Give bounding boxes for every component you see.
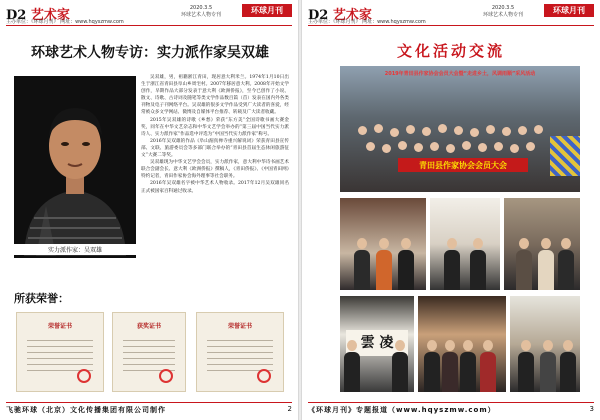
author-portrait [14,76,136,258]
paragraph: 2015年吴双雄的诗歌《乡愁》荣获“东方美“全国诗歌书画大赛金奖，同年在中华文艺杂志和中华文艺学会举办的“第三届中国当代实力派诗人、实力派作家”作品选中评选为“中国当代实力派作家”称号。 [141,117,289,137]
event-photo [430,198,500,290]
portrait-image [16,78,134,256]
certificate-text-lines [123,335,175,371]
right-page [302,0,600,420]
brand-name: 艺术家 [30,8,70,23]
issue-date: 2020.3.5 [189,5,213,11]
certificate-image [16,312,104,392]
seal-stamp-icon [159,369,173,383]
certificate-text-lines [27,335,93,371]
page-number: 2 [287,405,292,413]
seal-stamp-icon [77,369,91,383]
certificate-text-lines [207,335,273,371]
publisher-line: 主办单位：《环球月刊》 网址：www.hqyszmw.com [6,19,124,25]
magazine-tag: 环球月刊 [544,4,594,17]
group-photo [340,66,580,192]
certificate-image [112,312,186,392]
header-divider [308,25,594,26]
brand-code: D2 [6,8,27,23]
left-page-footer [6,402,292,416]
event-photo [340,198,426,290]
article-body [141,74,289,195]
right-page-footer [308,402,594,416]
report-credit: 《环球月刊》专题报道（www.hqyszmw.com） [308,406,496,414]
paragraph: 吴双雄，男，祖籍浙江青田，现居意大利米兰。1974年1月10日出生于浙江省青田县阜山乡周宅村。2007年移居意大利。2008年开始文学创作，早期作品大部分发表于意大利《欧洲侨报》，至今已创作了小说、散文、诗歌、古诗词及随笔等类文学作品数百篇（首）发表在国内外各类刊物及电子刊网络平台。吴双雄的很多文学作品受到广大读者的喜爱，经常被众多文学网站、微博及自媒体平台推荐、转载及广大读者收藏。 [141,75,289,116]
issue-name: 环球艺术人物专刊 [482,12,523,18]
group-photo-caption: 2019年青田县作家协会会员大会暨“走进乡土，风调雨顺”采风活动 [384,71,536,77]
magazine-tag: 环球月刊 [242,4,292,17]
event-photo [510,296,580,392]
event-banner: 青田县作家协会会员大会 [398,158,528,172]
issue-date: 2020.3.5 [491,5,515,11]
paragraph: 2016年吴双雄名字被中华艺术人物收录。2017年12月吴双雄同名正式被国家百科通过收录。 [141,181,289,194]
left-page [0,0,298,420]
publisher-line: 主办单位：《环球月刊》 网址：www.hqyszmw.com [308,19,426,25]
certificate-title: 获奖证书 [136,323,161,330]
event-photo [504,198,580,290]
seal-stamp-icon [257,369,271,383]
portrait-caption: 实力派作家：吴双雄 [14,244,136,255]
paragraph: 吴双雄现为中华文艺学会会员，实力派作家，意大利中华诗书画艺术联合会副会长、意大利《欧洲侨报》撰稿人，《青田侨报》、《中国青田网》特约记者，青田作家协会海外理事等社会职务。 [141,160,289,180]
certificate-title: 荣誉证书 [47,323,72,330]
event-photo [418,296,506,392]
publisher-credit: 飞驰环球（北京）文化传播集团有限公司制作 [6,406,166,414]
honors-heading: 所获荣誉： [14,292,69,305]
issue-info [458,5,548,19]
calligraphy-scroll: 雲 凌 [346,330,408,356]
right-page-header [308,4,594,26]
certificate-image [196,312,284,392]
issue-info [156,5,246,19]
issue-name: 环球艺术人物专刊 [180,12,221,18]
brand-code: D2 [308,8,329,23]
left-page-header [6,4,292,26]
section-title: 文化活动交流 [396,42,505,60]
certificate-title: 荣誉证书 [227,323,252,330]
flower-decoration [550,136,580,176]
article-title: 环球艺术人物专访：实力派作家吴双雄 [31,45,269,61]
paragraph: 2016年吴双雄的作品《阜山湄真禅寺重兴解说词》荣获青田县宣传部、文联、旅游委员会等多部门联合举办的“青田县首届生态休闲旅游征文”大赛二等奖。 [141,138,289,159]
event-photo [340,296,414,392]
header-divider [6,25,292,26]
page-number: 3 [589,405,594,413]
brand-name: 艺术家 [332,8,372,23]
